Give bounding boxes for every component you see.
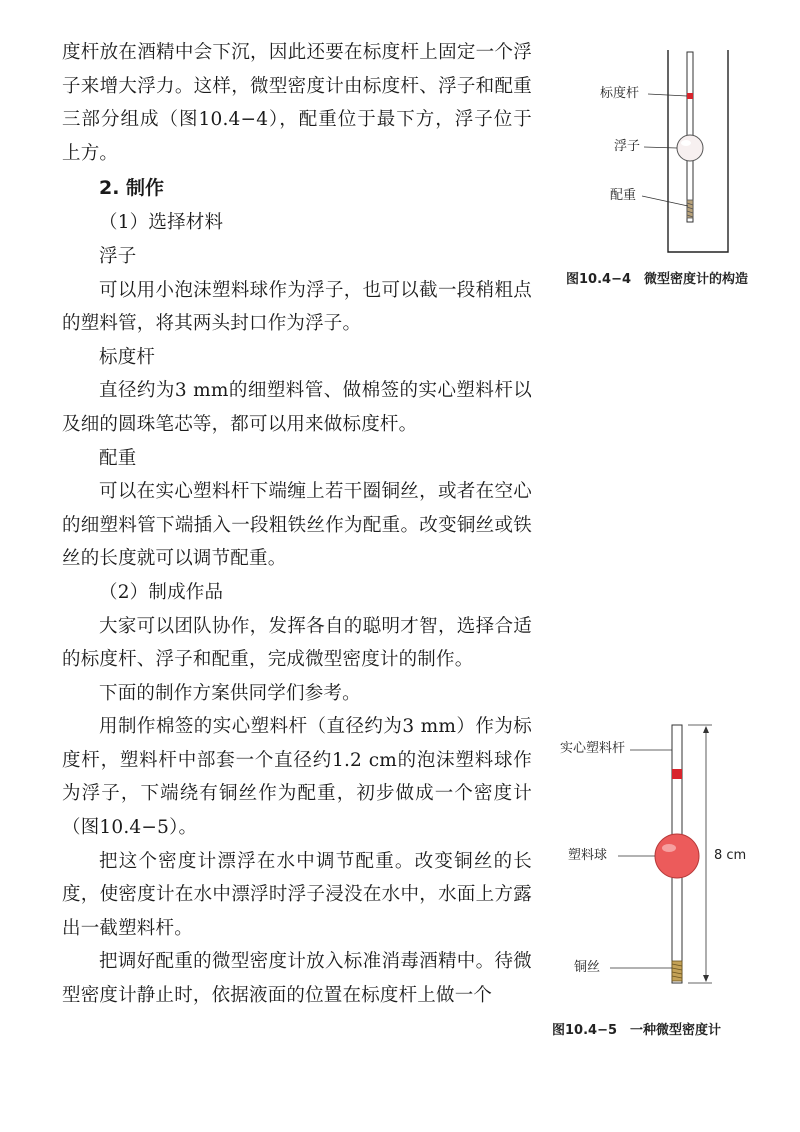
- subheading-weight: 配重: [99, 447, 137, 469]
- paragraph-weight: 可以在实心塑料杆下端缠上若干圈铜丝，或者在空心的细塑料管下端插入一段粗铁丝作为配重。改变铜丝或铁丝的长度就可以调节配重。: [62, 481, 532, 570]
- ball-highlight: [662, 844, 676, 852]
- paragraph-alcohol: 把调好配重的微型密度计放入标准消毒酒精中。待微型密度计静止时，依据液面的位置在标度杆上做一个: [62, 951, 532, 1007]
- paragraph-reference: 下面的制作方案供同学们参考。: [99, 682, 361, 704]
- paragraph-plan: 用制作棉签的实心塑料杆（直径约为3 mm）作为标度杆，塑料杆中部套一个直径约1.2 cm的泡沫塑料球作为浮子，下端绕有铜丝作为配重，初步做成一个密度计（图10.4−5）。: [62, 716, 532, 839]
- label-copper-wire: 铜丝: [574, 960, 601, 975]
- plastic-ball: [655, 834, 699, 878]
- label-float: 浮子: [614, 139, 641, 154]
- label-scale-rod: 标度杆: [600, 86, 640, 101]
- subheading-make-product: （2）制成作品: [99, 581, 224, 603]
- label-plastic-ball: 塑料球: [568, 848, 608, 863]
- plastic-rod-mark: [672, 769, 682, 779]
- figure-densimeter-example: [550, 715, 790, 1045]
- paragraph-structure: 度杆放在酒精中会下沉，因此还要在标度杆上固定一个浮子来增大浮力。这样，微型密度计由标度杆、浮子和配重三部分组成（图10.4−4），配重位于最下方，浮子位于上方。: [62, 42, 532, 164]
- densimeter-in-container-drawing: [560, 40, 780, 260]
- section-heading-making: 2. 制作: [99, 177, 165, 200]
- main-text-column: [62, 36, 532, 1013]
- subheading-choose-materials: （1）选择材料: [99, 212, 224, 234]
- label-weight: 配重: [610, 188, 637, 203]
- paragraph-rod: 直径约为3 mm的细塑料管、做棉签的实心塑料杆以及细的圆珠笔芯等，都可以用来做标度杆。: [62, 380, 532, 435]
- caption-figure-10-4-5: 图10.4−5 一种微型密度计: [552, 1023, 722, 1038]
- subheading-rod: 标度杆: [99, 346, 156, 368]
- leader-float: [644, 147, 677, 148]
- float-highlight: [681, 140, 691, 146]
- leader-weight: [642, 196, 688, 206]
- scale-rod-mark: [687, 93, 693, 99]
- figure-densimeter-structure: [560, 40, 780, 290]
- paragraph-teamwork: 大家可以团队协作，发挥各自的聪明才智，选择合适的标度杆、浮子和配重，完成微型密度计的制作。: [62, 615, 532, 671]
- subheading-float: 浮子: [99, 245, 137, 267]
- float-ball: [677, 135, 703, 161]
- label-length: 8 cm: [714, 848, 747, 863]
- paragraph-float: 可以用小泡沫塑料球作为浮子，也可以截一段稍粗点的塑料管，将其两头封口作为浮子。: [62, 279, 532, 335]
- label-plastic-rod: 实心塑料杆: [560, 741, 626, 756]
- paragraph-adjust-in-water: 把这个密度计漂浮在水中调节配重。改变铜丝的长度，使密度计在水中漂浮时浮子浸没在水中，水面上方露出一截塑料杆。: [62, 850, 532, 939]
- caption-figure-10-4-4: 图10.4−4 微型密度计的构造: [566, 272, 749, 287]
